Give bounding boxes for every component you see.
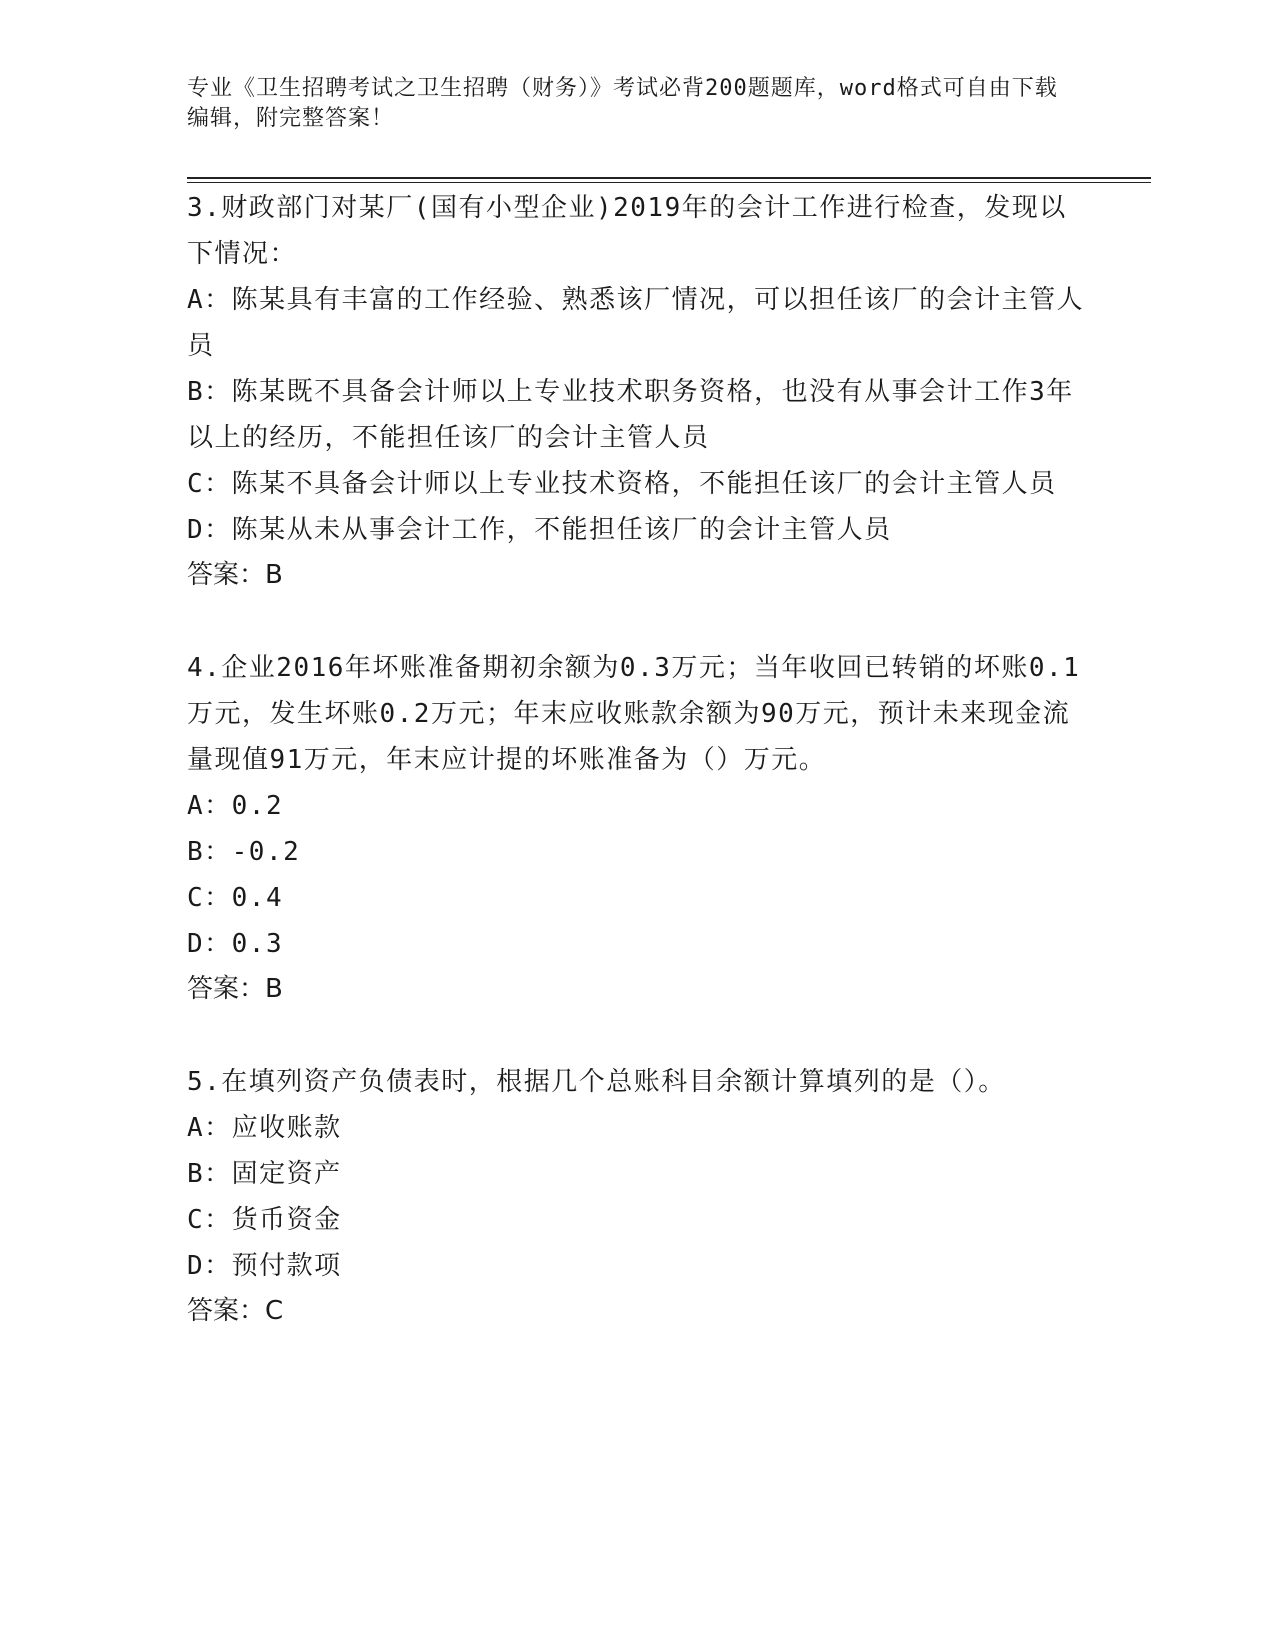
option-a: A：0.2 (187, 791, 284, 821)
option-d: D：0.3 (187, 929, 284, 959)
question-stem: 3.财政部门对某厂(国有小型企业)2019年的会计工作进行检查，发现以下情况： (187, 193, 1067, 269)
option-a: A：陈某具有丰富的工作经验、熟悉该厂情况，可以担任该厂的会计主管人员 (187, 285, 1085, 361)
question-3 (187, 185, 1087, 597)
option-c: C：0.4 (187, 883, 284, 913)
option-b: B：-0.2 (187, 837, 301, 867)
option-b: B：固定资产 (187, 1159, 342, 1189)
document-header: 专业《卫生招聘考试之卫生招聘（财务）》考试必背200题题库，word格式可自由下载编辑，附完整答案！ (187, 76, 1058, 131)
question-spacer (187, 1011, 1087, 1059)
question-stem: 5.在填列资产负债表时，根据几个总账科目余额计算填列的是（）。 (187, 1067, 1006, 1097)
answer: 答案：B (187, 560, 283, 590)
option-d: D：预付款项 (187, 1251, 342, 1281)
option-d: D：陈某从未从事会计工作，不能担任该厂的会计主管人员 (187, 515, 892, 545)
question-4 (187, 645, 1087, 1011)
option-a: A：应收账款 (187, 1113, 342, 1143)
option-c: C：货币资金 (187, 1205, 342, 1235)
answer: 答案：C (187, 1296, 284, 1326)
answer: 答案：B (187, 974, 283, 1004)
question-5 (187, 1059, 1087, 1333)
option-c: C：陈某不具备会计师以上专业技术资格，不能担任该厂的会计主管人员 (187, 469, 1057, 499)
option-b: B：陈某既不具备会计师以上专业技术职务资格，也没有从事会计工作3年以上的经历，不能担任该厂的会计主管人员 (187, 377, 1074, 453)
question-list (187, 185, 1087, 1333)
header-divider-thin (187, 182, 1151, 183)
question-spacer (187, 597, 1087, 645)
question-stem: 4.企业2016年坏账准备期初余额为0.3万元；当年收回已转销的坏账0.1万元，发生坏账0.2万元；年末应收账款余额为90万元，预计未来现金流量现值91万元，年末应计提的坏账准备为（）万元。 (187, 653, 1081, 775)
header-divider-thick (187, 177, 1151, 179)
